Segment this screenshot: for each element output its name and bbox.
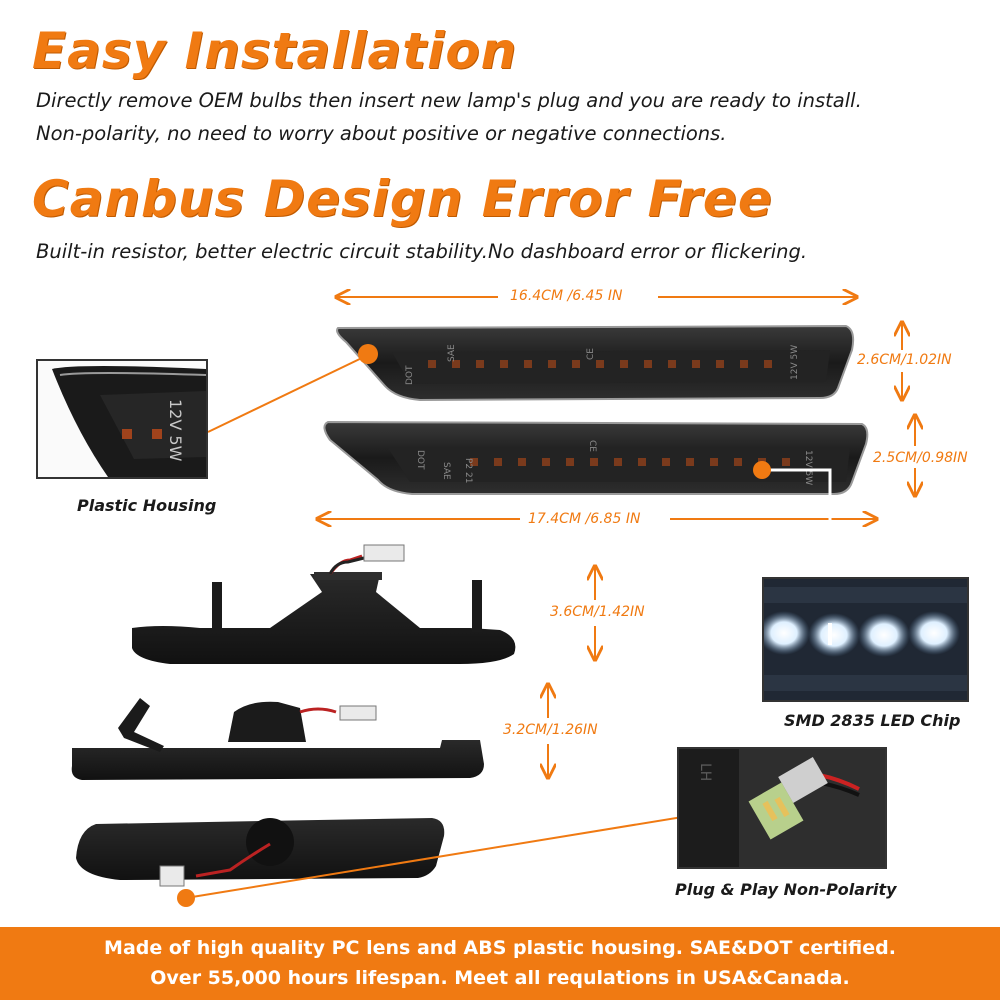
led-chip-photo [762,577,969,702]
top-lamp [337,326,853,400]
top-lamp-rating-marking: 12V 5W [790,344,800,380]
housing-closeup [38,361,206,477]
side-view-1 [132,545,515,664]
footer-line-2: Over 55,000 hours lifespan. Meet all requlations in USA&Canada. [150,967,850,989]
side-height-1-label: 3.6CM/1.42IN [550,604,645,620]
bottom-lamp-sae-marking: SAE [441,462,451,480]
install-line-1: Directly remove OEM bulbs then insert new lamp's plug and you are ready to install. [36,89,862,112]
housing-callout-dot [358,344,378,364]
heading-canbus-design: Canbus Design Error Free [32,170,773,228]
plug-play-caption: Plug & Play Non-Polarity [675,880,897,899]
install-line-2: Non-polarity, no need to worry about positive or negative connections. [36,122,727,145]
bottom-lamp [324,422,867,494]
housing-callout-line [208,355,368,432]
footer-banner [0,927,1000,1000]
back-view [76,818,444,886]
plug-callout-dot [177,889,195,907]
top-length-label: 16.4CM /6.45 IN [510,288,623,304]
top-lamp-dot-marking: DOT [405,365,415,385]
plastic-housing-photo [36,359,208,479]
plastic-housing-caption: Plastic Housing [77,496,217,515]
side-view-2 [72,698,484,780]
top-lamp-sae-marking: SAE [447,344,457,362]
plug-photo [677,747,887,869]
footer-line-1: Made of high quality PC lens and ABS plastic housing. SAE&DOT certified. [104,937,896,959]
top-lamp-ce-marking: CE [586,348,596,360]
canbus-line: Built-in resistor, better electric circuit stability.No dashboard error or flickering. [36,240,808,263]
led-callout-dot [753,461,771,479]
top-height-label: 2.6CM/1.02IN [857,352,952,368]
heading-easy-installation: Easy Installation [32,22,518,80]
plug-lh-marking: LH [697,763,713,782]
bottom-lamp-ce-marking: CE [587,440,597,452]
bottom-lamp-rating-marking: 12V 5W [803,450,813,486]
led-closeup [764,579,967,700]
bottom-lamp-dot-marking: DOT [415,450,425,470]
led-chip-caption: SMD 2835 LED Chip [784,711,961,730]
side-height-2-label: 3.2CM/1.26IN [503,722,598,738]
bottom-lamp-p2-marking: P2 21 [463,458,473,484]
housing-rating-marking: 12V 5W [166,399,185,462]
bottom-height-label: 2.5CM/0.98IN [873,450,968,466]
bottom-length-label: 17.4CM /6.85 IN [528,511,641,527]
plug-closeup [679,749,885,867]
